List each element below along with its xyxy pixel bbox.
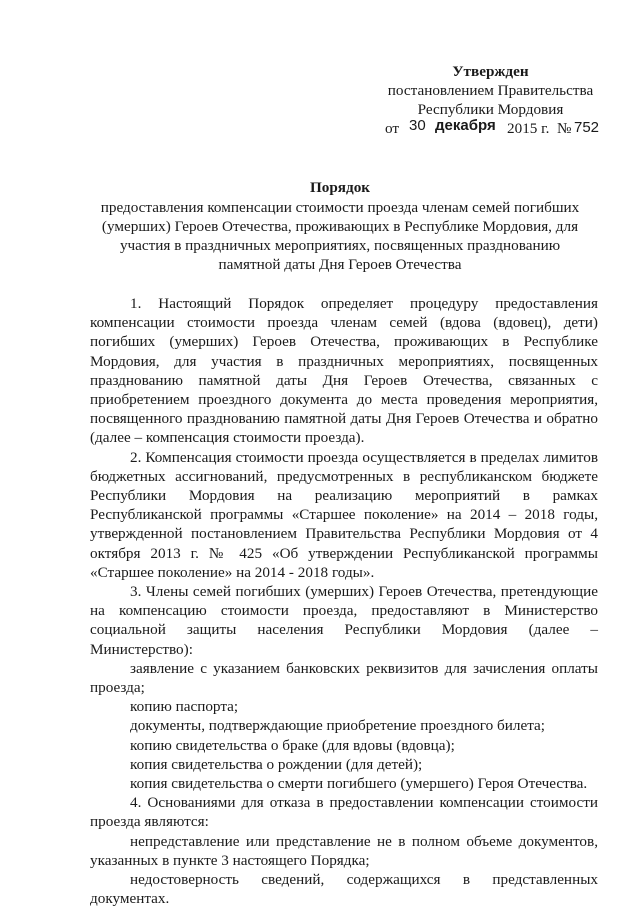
list-item-passport: копию паспорта; [130,698,239,716]
list-item-death-certificate: копия свидетельства о смерти погибшего (умершего) Героя Отечества. [130,775,588,793]
paragraph-2: 2. Компенсация стоимости проезда осуществляется в пределах лимитов бюджетных ассигнований, предусмотренных в республиканском бюджете Республики Мордовия на реализацию мероприятий в рамках Республиканской программы «Старшее поколение» на 2014 – 2018 годы, утвержденной постановлением Правительства Республики Мордовия от 4 октября 2013 г. № 425 «Об утверждении Республиканской программы «Старшее поколение» на 2014 - 2018 годы». [90,448,598,581]
paragraph-3: 3. Члены семей погибших (умерших) Героев Отечества, претендующие на компенсацию стоимости проезда, предоставляют в Министерство социальной защиты населения Республики Мордовия (далее – Министерство): [90,583,598,658]
paragraph-4: 4. Основаниями для отказа в предоставлении компенсации стоимости проезда являются: [90,794,598,831]
date-prefix: от [385,120,400,137]
date-day: 30 [409,117,426,134]
title-line-3: участия в праздничных мероприятиях, посвященных празднованию [119,237,561,254]
list-item-marriage-certificate: копию свидетельства о браке (для вдовы (вдовца); [130,736,455,754]
list-item-false-information: недостоверность сведений, содержащихся в представленных документах. [90,871,598,908]
date-month: декабря [435,117,496,134]
list-item-ticket-documents: документы, подтверждающие приобретение проездного билета; [130,717,546,735]
document-number: 752 [574,119,600,136]
number-sign: № [557,120,572,137]
approval-line-2: Республики Мордовия [417,101,564,118]
date-year: 2015 г. [507,120,550,137]
document-body [90,294,598,909]
title-line-1: предоставления компенсации стоимости проезда членам семей погибших [100,199,580,216]
title-line-4: памятной даты Дня Героев Отечества [218,256,462,273]
list-item-application: заявление с указанием банковских реквизитов для зачисления оплаты проезда; [90,659,598,697]
title-line-2: (умерших) Героев Отечества, проживающих в Республике Мордовия, для [101,218,579,235]
document-title [70,178,610,274]
approval-heading: Утвержден [452,63,529,80]
list-item-incomplete-documents: непредставление или представление не в полном объеме документов, указанных в пункте 3 настоящего Порядка; [90,832,598,869]
paragraph-1: 1. Настоящий Порядок определяет процедуру предоставления компенсации стоимости проезда членам семей (вдова (вдовец), дети) погибших (умерших) Героев Отечества, проживающих в Республике Мордовия, для участия в праздничных мероприятиях, посвященных празднованию памятной даты Дня Героев Отечества, связанных с приобретением проездного документа до места проведения мероприятия, посвященного празднованию памятной даты Дня Героев Отечества и обратно (далее – компенсация стоимости проезда). [90,295,598,447]
list-item-birth-certificate: копия свидетельства о рождении (для детей); [130,755,423,773]
approval-stamp-block [383,62,598,138]
approval-line-1: постановлением Правительства [387,82,594,99]
title-main: Порядок [309,179,371,196]
approval-date-line [383,119,598,138]
